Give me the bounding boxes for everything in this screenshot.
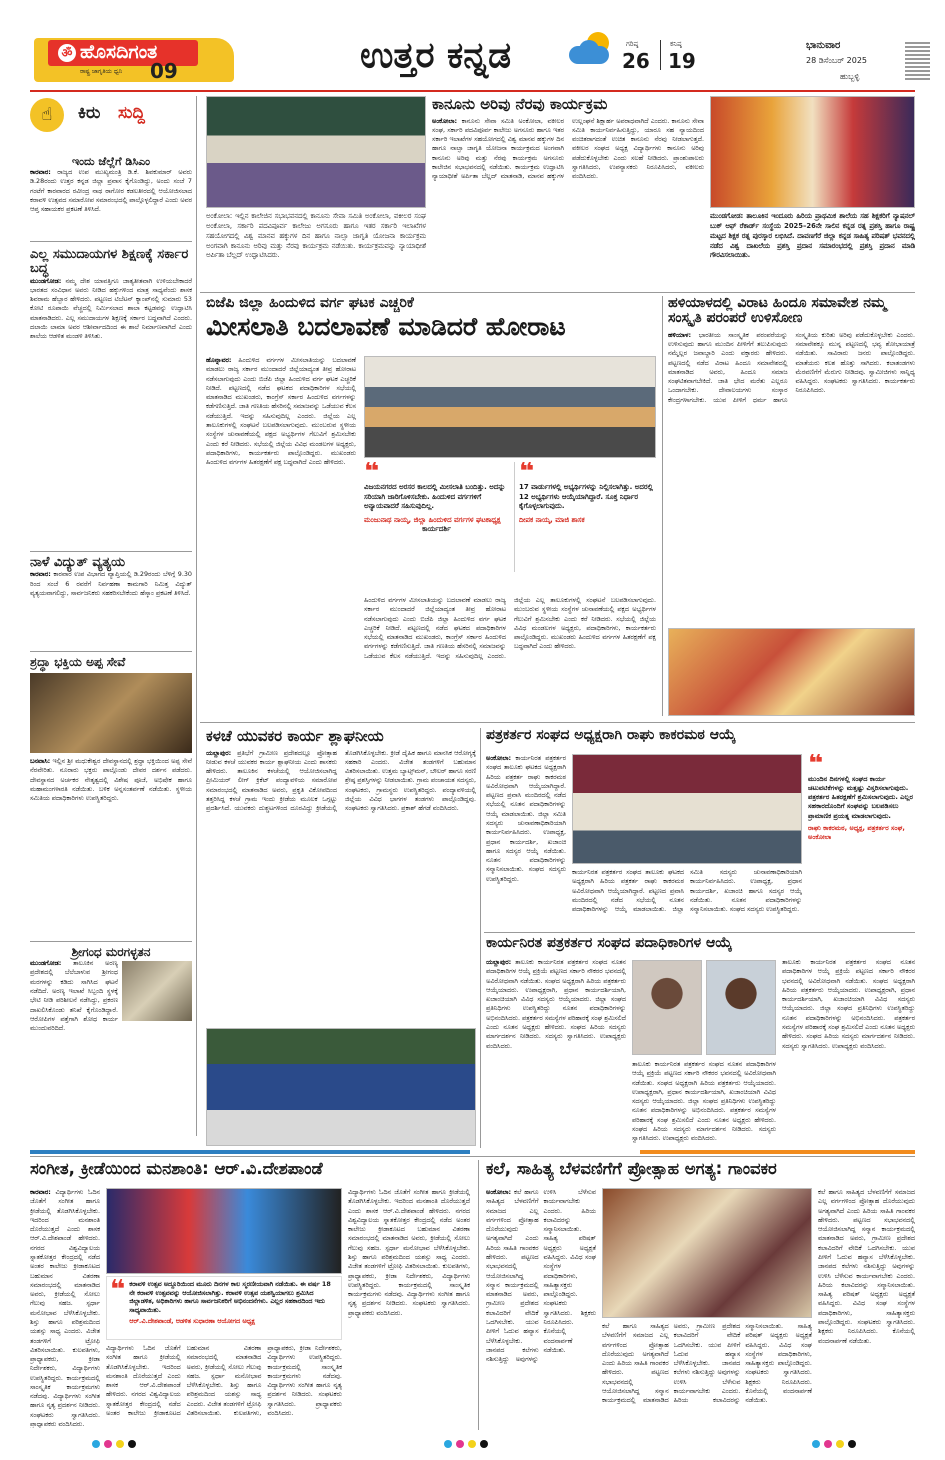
color-stripe [30, 1150, 470, 1154]
kiru-item-4 [30, 651, 192, 941]
logo-text: ಹೊಸದಿಗಂತ [80, 41, 158, 63]
kiru-item-5 [30, 941, 192, 1131]
article-sangeeta [30, 1160, 470, 1430]
kiru-item-title: ಇಂದು ಜೆಲ್ಲೆಗೆ ಡಿಸಿಎಂ [71, 155, 151, 168]
issue-date: 28 ಡಿಸೆಂಬರ್ 2025 [806, 56, 868, 65]
photo-samavesha [668, 628, 915, 716]
photo-award [710, 96, 915, 208]
headline: ಕಳಚೆ ಯುವಕರ ಕಾರ್ಯ ಶ್ಲಾಘನೀಯ [206, 728, 384, 745]
photo-portrait-2 [706, 960, 776, 1055]
masthead-rule [30, 90, 915, 92]
photo-felicitation [602, 1188, 812, 1318]
headline: ಕಲೆ, ಸಾಹಿತ್ಯ ಬೆಳವಣಿಗೆಗೆ ಪ್ರೋತ್ಸಾಹ ಅಗತ್ಯ: ಗಾಂವಕರ [486, 1160, 777, 1178]
article-body-continued: ಹಿಂದುಳಿದ ವರ್ಗಗಳ ಮೀಸಲಾತಿಯನ್ನು ಬದಲಾವಣೆ ಮಾಡಲು ರಾಜ್ಯ ಸರ್ಕಾರ ಮುಂದಾದರೆ ಜಿಲ್ಲೆಯಾದ್ಯಂತ ತೀವ್ರ ಹೋರಾಟ ನಡೆಸಲಾಗುವುದು ಎಂದು ಬಿಜೆಪಿ ಜಿಲ್ಲಾ ಹಿಂದುಳಿದ ವರ್ಗ ಘಟಕ ಎಚ್ಚರಿಕೆ ನೀಡಿದೆ. ಪಟ್ಟಣದಲ್ಲಿ ನಡೆದ ಘಟಕದ ಪದಾಧಿಕಾರಿಗಳ ಸಭೆಯಲ್ಲಿ ಮಾತನಾಡಿದ ಮುಖಂಡರು, ಕಾಂಗ್ರೆಸ್ ಸರ್ಕಾರ ಹಿಂದುಳಿದ ವರ್ಗಗಳನ್ನು ಕಡೆಗಣಿಸುತ್ತಿದೆ. ಜಾತಿ ಗಣತಿಯ ಹೆಸರಿನಲ್ಲಿ ಸಮಾಜವನ್ನು ಒಡೆಯುವ ಕೆಲಸ ನಡೆಯುತ್ತಿದೆ. ಇದನ್ನು ಸಹಿಸುವುದಿಲ್ಲ ಎಂದರು. ಜಿಲ್ಲೆಯ ಎಲ್ಲ ತಾಲೂಕುಗಳಲ್ಲಿ ಸಂಘಟನೆ ಬಲಪಡಿಸಲಾಗುವುದು. ಮುಂಬರುವ ಸ್ಥಳೀಯ ಸಂಸ್ಥೆಗಳ ಚುನಾವಣೆಯಲ್ಲಿ ಪಕ್ಷದ ಅಭ್ಯರ್ಥಿಗಳ ಗೆಲುವಿಗೆ ಶ್ರಮಿಸಬೇಕು ಎಂದು ಕರೆ ನೀಡಿದರು. ಸಭೆಯಲ್ಲಿ ಜಿಲ್ಲೆಯ ವಿವಿಧ ಮಂಡಲಗಳ ಅಧ್ಯಕ್ಷರು, ಪದಾಧಿಕಾರಿಗಳು, ಕಾರ್ಯಕರ್ತರು ಪಾಲ್ಗೊಂಡಿದ್ದರು. ಮುಖಂಡರು ಹಿಂದುಳಿದ ವರ್ಗಗಳ ಹಿತರಕ್ಷಣೆಗೆ ಪಕ್ಷ ಬದ್ಧವಾಗಿದೆ ಎಂದು ಹೇಳಿದರು. [364, 596, 656, 660]
masthead [0, 0, 945, 95]
hand-icon: ☝ [30, 98, 64, 132]
issue-day: ಭಾನುವಾರ [806, 40, 841, 51]
photo-meeting [364, 356, 656, 458]
quote-box [808, 754, 915, 926]
headline: ಸಂಗೀತ, ಕ್ರೀಡೆಯಿಂದ ಮನಶಾಂತಿ: ಆರ್.ವಿ.ದೇಶಪಾಂಡೆ [30, 1160, 323, 1178]
headline: ಹಳಿಯಾಳದಲ್ಲಿ ವಿರಾಟ ಹಿಂದೂ ಸಮಾವೇಶ ನಮ್ಮ ಸಂಸ್ಕೃತಿ ಪರಂಪರೆ ಉಳಿಸೋಣ [668, 296, 887, 327]
article-body: ಯಲ್ಲಾಪುರ: ಪ್ರತಿಭೆಗೆ ಗ್ರಾಮೀಣ ಪ್ರದೇಶದಲ್ಲೂ ಪ್ರೋತ್ಸಾಹ ನೀಡುವ ಕಳಚೆ ಯುವಕರ ಕಾರ್ಯ ಶ್ಲಾಘನೀಯ ಎಂದು ಶಾಸಕರು ಹೇಳಿದರು. ತಾಲೂಕಿನ ಕಳಚೆಯಲ್ಲಿ ಆಯೋಜಿಸಲಾಗಿದ್ದ ಪ್ರೀಮಿಯರ್ ಲೀಗ್ ಕ್ರಿಕೆಟ್ ಪಂದ್ಯಾವಳಿಯ ಸಮಾರೋಪ ಸಮಾರಂಭದಲ್ಲಿ ಮಾತನಾಡಿದ ಅವರು, ಪ್ರಕೃತಿ ವಿಕೋಪದಿಂದ ತತ್ತರಿಸಿದ್ದ ಕಳಚೆ ಗ್ರಾಮ ಇಂದು ಕ್ರೀಡೆಯ ಮೂಲಕ ಒಗ್ಗಟ್ಟು ಪ್ರದರ್ಶಿಸಿದೆ. ಯುವಕರು ದುಶ್ಚಟಗಳಿಂದ ದೂರವಿದ್ದು ಕ್ರೀಡೆಯಲ್ಲಿ ತೊಡಗಿಸಿಕೊಳ್ಳಬೇಕು. ಕ್ರೀಡೆ ದೈಹಿಕ ಹಾಗೂ ಮಾನಸಿಕ ಆರೋಗ್ಯಕ್ಕೆ ಸಹಕಾರಿ ಎಂದರು. ವಿಜೇತ ತಂಡಗಳಿಗೆ ಬಹುಮಾನ ವಿತರಿಸಲಾಯಿತು. ಉತ್ತಮ ಬ್ಯಾಟ್ಸ್‌ಮನ್, ಬೌಲರ್ ಹಾಗೂ ಸರಣಿ ಶ್ರೇಷ್ಠ ಪ್ರಶಸ್ತಿಗಳನ್ನು ನೀಡಲಾಯಿತು. ಗ್ರಾಮ ಪಂಚಾಯತ ಸದಸ್ಯರು, ಸಂಘಟಕರು, ಗ್ರಾಮಸ್ಥರು ಉಪಸ್ಥಿತರಿದ್ದರು. ಪಂದ್ಯಾವಳಿಯಲ್ಲಿ ಜಿಲ್ಲೆಯ ವಿವಿಧ ಭಾಗಗಳ ತಂಡಗಳು ಪಾಲ್ಗೊಂಡಿದ್ದವು. ಸಂಘಟಕರು ಸ್ವಾಗತಿಸಿದರು. ಪ್ರಕಾಶ್ ಹೆಗಡೆ ವಂದಿಸಿದರು. [206, 748, 476, 813]
logo-tagline: ರಾಷ್ಟ್ರ ಜಾಗೃತಿಯ ಧ್ವನಿ [80, 68, 123, 75]
kiru-item-2 [30, 241, 192, 551]
quote-text: ಕರಾವಳಿ ಉತ್ಸವ ಅದ್ದೂರಿಯಿಂದ ಮೂರು ದಿನಗಳ ಕಾಲ ಸ್ಮರಣೀಯವಾಗಿ ನಡೆಯಿತು. ಈ ವರ್ಷ 18 ನೇ ಕರಾವಳಿ ಉತ್ಸವವನ್ನು ಆಯೋಜಿಸಲಾಗಿತ್ತು. ಕರಾವಳಿ ಉತ್ಸವ ಯಶಸ್ವಿಯಾಗಲು ಶ್ರಮಿಸಿದ ಜಿಲ್ಲಾಡಳಿತ, ಅಧಿಕಾರಿಗಳು ಹಾಗೂ ಸಾರ್ವಜನಿಕರಿಗೆ ಅಭಿನಂದನೆಗಳು. ಎಲ್ಲರ ಸಹಕಾರದಿಂದ ಇದು ಸಾಧ್ಯವಾಯಿತು. [129, 1280, 331, 1314]
photo-portrait-1 [632, 960, 702, 1055]
quote-attribution: ದೀಪಕ ನಾಯ್ಕ, ಮಾಜಿ ಶಾಸಕ [519, 516, 585, 525]
quote-text: ವಿಜಯನಗರದ ಅರಸರ ಕಾಲದಲ್ಲಿ ಮೀಸಲಾತಿ ಬಂದಿತ್ತು. ಅದನ್ನು ಸರಿಯಾಗಿ ಜಾರಿಗೊಳಿಸಬೇಕು. ಹಿಂದುಳಿದ ವರ್ಗಗಳಿಗೆ ಅನ್ಯಾಯವಾದರೆ ಸಹಿಸುವುದಿಲ್ಲ. [364, 482, 506, 511]
kiru-item-title: ಎಲ್ಲ ಸಮುದಾಯಗಳ ಶಿಕ್ಷಣಕ್ಕೆ ಸರ್ಕಾರ ಬದ್ಧ [30, 247, 189, 277]
article-body-continued: ಕಾರ್ಯನಿರತ ಪತ್ರಕರ್ತರ ಸಂಘದ ತಾಲೂಕು ಘಟಕದ ಅಧ್ಯಕ್ಷರಾಗಿ ಹಿರಿಯ ಪತ್ರಕರ್ತ ರಾಘು ಕಾಕರಮಠ ಅವಿರೋಧವಾಗಿ ಆಯ್ಕೆಯಾಗಿದ್ದಾರೆ. ಪಟ್ಟಣದ ಪ್ರವಾಸಿ ಮಂದಿರದಲ್ಲಿ ನಡೆದ ಸಭೆಯಲ್ಲಿ ನೂತನ ಪದಾಧಿಕಾರಿಗಳನ್ನು ಆಯ್ಕೆ ಮಾಡಲಾಯಿತು. ಜಿಲ್ಲಾ ಸಮಿತಿ ಸದಸ್ಯರು ಚುನಾವಣಾಧಿಕಾರಿಯಾಗಿ ಕಾರ್ಯನಿರ್ವಹಿಸಿದರು. ಉಪಾಧ್ಯಕ್ಷ, ಪ್ರಧಾನ ಕಾರ್ಯದರ್ಶಿ, ಖಜಾಂಚಿ ಹಾಗೂ ಸದಸ್ಯರ ಆಯ್ಕೆ ನಡೆಯಿತು. ನೂತನ ಪದಾಧಿಕಾರಿಗಳನ್ನು ಸನ್ಮಾನಿಸಲಾಯಿತು. ಸಂಘದ ಸದಸ್ಯರು ಉಪಸ್ಥಿತರಿದ್ದರು. [572, 868, 802, 914]
registration-marks-left [92, 1440, 136, 1448]
headline: ಕಾನೂನು ಅರಿವು ನೆರವು ಕಾರ್ಯಕ್ರಮ [432, 96, 608, 113]
article-bjp [206, 296, 656, 716]
top-left-caption: ಅಂಕೋಲಾ: ಇಲ್ಲಿನ ಕಾಲೇಜಿನ ಸಭಾಭವನದಲ್ಲಿ ಕಾನೂನು ಸೇವಾ ಸಮಿತಿ ಅಂಕೋಲಾ, ವಕೀಲರ ಸಂಘ ಅಂಕೋಲಾ, ಸರ್ಕಾರಿ ಪದವಿಪೂರ್ವ ಕಾಲೇಜು ಅಗಸೂರು ಹಾಗೂ ಇತರ ಸರ್ಕಾರಿ ಇಲಾಖೆಗಳ ಸಹಯೋಗದಲ್ಲಿ ವಿಶ್ವ ಮಾನವ ಹಕ್ಕುಗಳ ದಿನ ಹಾಗೂ ನಾಲ್ಸಾ ಜಾಗೃತಿ ಯೋಜನಾ ಕಾರ್ಯಕ್ರಮ ಅಂಗವಾಗಿ ಕಾನೂನು ಅರಿವು ಮತ್ತು ನೆರವು ಕಾರ್ಯಕ್ರಮ ನಡೆಯಿತು. ಕಾರ್ಯಕ್ರಮವನ್ನು ನ್ಯಾಯಾಧೀಶೆ ಅರ್ಪಿತಾ ಬೆಲ್ಲದ್ ಉದ್ಘಾಟಿಸಿದರು. [206, 212, 426, 260]
weather-max: 26 [622, 49, 650, 73]
corner-stripes [905, 40, 930, 80]
article-kalache [206, 728, 476, 1148]
column-divider [196, 96, 197, 1136]
column-divider [480, 728, 481, 1148]
quote-icon: ❝ [110, 1276, 126, 1305]
headline: ಮೀಸಲಾತಿ ಬದಲಾವಣೆ ಮಾಡಿದರೆ ಹೋರಾಟ [206, 312, 566, 342]
quote-icon: ❝ [808, 754, 824, 779]
quote-icon: ❝ [364, 462, 380, 487]
quote-attribution: ಆರ್.ವಿ.ದೇಶಪಾಂಡೆ, ಆಡಳಿತ ಸುಧಾರಣಾ ಆಯೋಗದ ಅಧ್ಯಕ್ಷ [129, 1316, 256, 1325]
kiru-item-body: ಮುಂಡಗೋಡ: ತಾಲೂಕಿನ ಅರಣ್ಯ ಪ್ರದೇಶದಲ್ಲಿ ಬೆಲೆಬಾಳುವ ಶ್ರೀಗಂಧ ಮರಗಳನ್ನು ಕಡಿದು ಸಾಗಿಸಿದ ಘಟನೆ ನಡೆದಿದೆ. ಅರಣ್ಯ ಇಲಾಖೆ ಸಿಬ್ಬಂದಿ ಸ್ಥಳಕ್ಕೆ ಭೇಟಿ ನೀಡಿ ಪರಿಶೀಲನೆ ನಡೆಸಿದ್ದು, ಪ್ರಕರಣ ದಾಖಲಿಸಿಕೊಂಡು ತನಿಖೆ ಕೈಗೊಂಡಿದ್ದಾರೆ. ಆರೋಪಿಗಳ ಪತ್ತೆಗಾಗಿ ಶೋಧ ಕಾರ್ಯ ಮುಂದುವರಿದಿದೆ. [30, 959, 118, 1033]
article-body: ಹೊನ್ನಾವರ: ಹಿಂದುಳಿದ ವರ್ಗಗಳ ಮೀಸಲಾತಿಯನ್ನು ಬದಲಾವಣೆ ಮಾಡಲು ರಾಜ್ಯ ಸರ್ಕಾರ ಮುಂದಾದರೆ ಜಿಲ್ಲೆಯಾದ್ಯಂತ ತೀವ್ರ ಹೋರಾಟ ನಡೆಸಲಾಗುವುದು ಎಂದು ಬಿಜೆಪಿ ಜಿಲ್ಲಾ ಹಿಂದುಳಿದ ವರ್ಗ ಘಟಕ ಎಚ್ಚರಿಕೆ ನೀಡಿದೆ. ಪಟ್ಟಣದಲ್ಲಿ ನಡೆದ ಘಟಕದ ಪದಾಧಿಕಾರಿಗಳ ಸಭೆಯಲ್ಲಿ ಮಾತನಾಡಿದ ಮುಖಂಡರು, ಕಾಂಗ್ರೆಸ್ ಸರ್ಕಾರ ಹಿಂದುಳಿದ ವರ್ಗಗಳನ್ನು ಕಡೆಗಣಿಸುತ್ತಿದೆ. ಜಾತಿ ಗಣತಿಯ ಹೆಸರಿನಲ್ಲಿ ಸಮಾಜವನ್ನು ಒಡೆಯುವ ಕೆಲಸ ನಡೆಯುತ್ತಿದೆ. ಇದನ್ನು ಸಹಿಸುವುದಿಲ್ಲ ಎಂದರು. ಜಿಲ್ಲೆಯ ಎಲ್ಲ ತಾಲೂಕುಗಳಲ್ಲಿ ಸಂಘಟನೆ ಬಲಪಡಿಸಲಾಗುವುದು. ಮುಂಬರುವ ಸ್ಥಳೀಯ ಸಂಸ್ಥೆಗಳ ಚುನಾವಣೆಯಲ್ಲಿ ಪಕ್ಷದ ಅಭ್ಯರ್ಥಿಗಳ ಗೆಲುವಿಗೆ ಶ್ರಮಿಸಬೇಕು ಎಂದು ಕರೆ ನೀಡಿದರು. ಸಭೆಯಲ್ಲಿ ಜಿಲ್ಲೆಯ ವಿವಿಧ ಮಂಡಲಗಳ ಅಧ್ಯಕ್ಷರು, ಪದಾಧಿಕಾರಿಗಳು, ಕಾರ್ಯಕರ್ತರು ಪಾಲ್ಗೊಂಡಿದ್ದರು. ಮುಖಂಡರು ಹಿಂದುಳಿದ ವರ್ಗಗಳ ಹಿತರಕ್ಷಣೆಗೆ ಪಕ್ಷ ಬದ್ಧವಾಗಿದೆ ಎಂದು ಹೇಳಿದರು. [206, 356, 356, 467]
edition-title: ಉತ್ತರ ಕನ್ನಡ [360, 35, 512, 76]
quote-attribution-sub: ಕಾರ್ಯದರ್ಶಿ [422, 525, 451, 534]
column-divider [478, 1160, 479, 1430]
weather-min-label: ಕನಿಷ್ಠ [670, 40, 682, 48]
photo-journalists [572, 754, 802, 864]
weather-divider [660, 40, 661, 70]
headline: ಕಾರ್ಯನಿರತ ಪತ್ರಕರ್ತರ ಸಂಘದ ಪದಾಧಿಕಾರಿಗಳ ಆಯ್ಕೆ [486, 936, 733, 951]
bottom-section-rule [30, 1156, 915, 1157]
kiru-item-3 [30, 551, 192, 651]
kicker: ಬಿಜೆಪಿ ಜಿಲ್ಲಾ ಹಿಂದುಳಿದ ವರ್ಗ ಘಟಕ ಎಚ್ಚರಿಕೆ [206, 296, 414, 311]
quote-attribution: ರಾಘು ಕಾಕರಮಠ, ಅಧ್ಯಕ್ಷ, ಪತ್ರಕರ್ತರ ಸಂಘ, ಅಂಕೋಲಾ [808, 823, 905, 841]
weather-min: 19 [668, 49, 696, 73]
page-number: 09 [150, 59, 178, 83]
article-body-continued: ತಾಲೂಕು ಕಾರ್ಯನಿರತ ಪತ್ರಕರ್ತರ ಸಂಘದ ನೂತನ ಪದಾಧಿಕಾರಿಗಳ ಆಯ್ಕೆ ಪ್ರಕ್ರಿಯೆ ಪಟ್ಟಣದ ಸರ್ಕಾರಿ ನೌಕರರ ಭವನದಲ್ಲಿ ಅವಿರೋಧವಾಗಿ ನಡೆಯಿತು. ಸಂಘದ ಅಧ್ಯಕ್ಷರಾಗಿ ಹಿರಿಯ ಪತ್ರಕರ್ತರು ಆಯ್ಕೆಯಾದರು. ಉಪಾಧ್ಯಕ್ಷರಾಗಿ, ಪ್ರಧಾನ ಕಾರ್ಯದರ್ಶಿಯಾಗಿ, ಖಜಾಂಚಿಯಾಗಿ ವಿವಿಧ ಸದಸ್ಯರು ಆಯ್ಕೆಯಾದರು. ಜಿಲ್ಲಾ ಸಂಘದ ಪ್ರತಿನಿಧಿಗಳು ಉಪಸ್ಥಿತರಿದ್ದು ನೂತನ ಪದಾಧಿಕಾರಿಗಳನ್ನು ಅಭಿನಂದಿಸಿದರು. ಪತ್ರಕರ್ತರ ಸಮಸ್ಯೆಗಳ ಪರಿಹಾರಕ್ಕೆ ಸಂಘ ಶ್ರಮಿಸಲಿದೆ ಎಂದು ನೂತನ ಅಧ್ಯಕ್ಷರು ಹೇಳಿದರು. ಸಂಘದ ಹಿರಿಯ ಸದಸ್ಯರು ಮಾರ್ಗದರ್ಶನ ನೀಡಿದರು. ಸದಸ್ಯರು ಸ್ವಾಗತಿಸಿದರು. ಉಪಾಧ್ಯಕ್ಷರು ವಂದಿಸಿದರು. [632, 1060, 776, 1143]
article-body-continued: ಕಲೆ ಹಾಗೂ ಸಾಹಿತ್ಯದ ಬೆಳವಣಿಗೆಗೆ ಸಮಾಜದ ಎಲ್ಲ ವರ್ಗಗಳಿಂದ ಪ್ರೋತ್ಸಾಹ ದೊರೆಯುವುದು ಅಗತ್ಯವಾಗಿದೆ ಎಂದು ಹಿರಿಯ ಸಾಹಿತಿ ಗಾಂವಕರ ಹೇಳಿದರು. ಪಟ್ಟಣದ ಸಭಾಭವನದಲ್ಲಿ ಆಯೋಜಿಸಲಾಗಿದ್ದ ಸನ್ಮಾನ ಕಾರ್ಯಕ್ರಮದಲ್ಲಿ ಮಾತನಾಡಿದ ಅವರು, ಗ್ರಾಮೀಣ ಪ್ರದೇಶದ ಕಲಾವಿದರಿಗೆ ವೇದಿಕೆ ಒದಗಿಸಬೇಕು. ಯುವ ಪೀಳಿಗೆ ಓದುವ ಹವ್ಯಾಸ ಬೆಳೆಸಿಕೊಳ್ಳಬೇಕು. ಜಾನಪದ ಕಲೆಗಳು ನಶಿಸುತ್ತಿದ್ದು ಅವುಗಳನ್ನು ಉಳಿಸಿ ಬೆಳೆಸುವ ಕಾರ್ಯವಾಗಬೇಕು ಎಂದರು. ಹಿರಿಯ ಕಲಾವಿದರನ್ನು ಸನ್ಮಾನಿಸಲಾಯಿತು. ಸಾಹಿತ್ಯ ಪರಿಷತ್ ಅಧ್ಯಕ್ಷರು ಅಧ್ಯಕ್ಷತೆ ವಹಿಸಿದ್ದರು. ವಿವಿಧ ಸಂಘ ಸಂಸ್ಥೆಗಳ ಪದಾಧಿಕಾರಿಗಳು, ಸಾಹಿತ್ಯಾಸಕ್ತರು ಪಾಲ್ಗೊಂಡಿದ್ದರು. ಸಂಘಟಕರು ಸ್ವಾಗತಿಸಿದರು. ಶಿಕ್ಷಕರು ನಿರೂಪಿಸಿದರು. ಕೊನೆಯಲ್ಲಿ ವಂದನಾರ್ಪಣೆ ನಡೆಯಿತು. [602, 1322, 812, 1405]
article-body-col3: ತಾಲೂಕು ಕಾರ್ಯನಿರತ ಪತ್ರಕರ್ತರ ಸಂಘದ ನೂತನ ಪದಾಧಿಕಾರಿಗಳ ಆಯ್ಕೆ ಪ್ರಕ್ರಿಯೆ ಪಟ್ಟಣದ ಸರ್ಕಾರಿ ನೌಕರರ ಭವನದಲ್ಲಿ ಅವಿರೋಧವಾಗಿ ನಡೆಯಿತು. ಸಂಘದ ಅಧ್ಯಕ್ಷರಾಗಿ ಹಿರಿಯ ಪತ್ರಕರ್ತರು ಆಯ್ಕೆಯಾದರು. ಉಪಾಧ್ಯಕ್ಷರಾಗಿ, ಪ್ರಧಾನ ಕಾರ್ಯದರ್ಶಿಯಾಗಿ, ಖಜಾಂಚಿಯಾಗಿ ವಿವಿಧ ಸದಸ್ಯರು ಆಯ್ಕೆಯಾದರು. ಜಿಲ್ಲಾ ಸಂಘದ ಪ್ರತಿನಿಧಿಗಳು ಉಪಸ್ಥಿತರಿದ್ದು ನೂತನ ಪದಾಧಿಕಾರಿಗಳನ್ನು ಅಭಿನಂದಿಸಿದರು. ಪತ್ರಕರ್ತರ ಸಮಸ್ಯೆಗಳ ಪರಿಹಾರಕ್ಕೆ ಸಂಘ ಶ್ರಮಿಸಲಿದೆ ಎಂದು ನೂತನ ಅಧ್ಯಕ್ಷರು ಹೇಳಿದರು. ಸಂಘದ ಹಿರಿಯ ಸದಸ್ಯರು ಮಾರ್ಗದರ್ಶನ ನೀಡಿದರು. ಸದಸ್ಯರು ಸ್ವಾಗತಿಸಿದರು. ಉಪಾಧ್ಯಕ್ಷರು ವಂದಿಸಿದರು. [782, 958, 915, 1050]
section-rule [200, 722, 915, 723]
kirusuddi-header [30, 96, 192, 136]
kirusuddi-column [30, 96, 192, 1146]
quote-icon: ❝ [519, 462, 535, 487]
logo-icon: ॐ [58, 44, 76, 62]
registration-marks-right [812, 1440, 856, 1448]
article-body: ಹಳಿಯಾಳ: ಭಾರತೀಯ ಸಾಂಸ್ಕೃತಿಕ ಪರಂಪರೆಯನ್ನು ಉಳಿಸುವುದು ಹಾಗೂ ಮುಂದಿನ ಪೀಳಿಗೆಗೆ ತಲುಪಿಸುವುದು ನಮ್ಮೆಲ್ಲರ ಜವಾಬ್ದಾರಿ ಎಂದು ವಕ್ತಾರರು ಹೇಳಿದರು. ಪಟ್ಟಣದಲ್ಲಿ ನಡೆದ ವಿರಾಟ ಹಿಂದೂ ಸಮಾವೇಶದಲ್ಲಿ ಮಾತನಾಡಿದ ಅವರು, ಹಿಂದೂ ಸಮಾಜ ಸಂಘಟಿತವಾಗಬೇಕಿದೆ. ಜಾತಿ ಭೇದ ಮರೆತು ಎಲ್ಲರೂ ಒಂದಾಗಬೇಕು. ದೇವಾಲಯಗಳು ಸಂಸ್ಕಾರ ಕೇಂದ್ರಗಳಾಗಬೇಕು. ಯುವ ಪೀಳಿಗೆ ಧರ್ಮ ಹಾಗೂ ಸಂಸ್ಕೃತಿಯ ಕುರಿತು ಅರಿವು ಪಡೆದುಕೊಳ್ಳಬೇಕು ಎಂದರು. ಸಮಾವೇಶಕ್ಕೂ ಮುನ್ನ ಪಟ್ಟಣದಲ್ಲಿ ಭವ್ಯ ಶೋಭಾಯಾತ್ರೆ ನಡೆಯಿತು. ಸಾವಿರಾರು ಜನರು ಪಾಲ್ಗೊಂಡಿದ್ದರು. ಮಾತೆಯರು ಕಲಶ ಹೊತ್ತು ಸಾಗಿದರು. ಕಲಾತಂಡಗಳು ಮೆರವಣಿಗೆಗೆ ಮೆರುಗು ನೀಡಿದವು. ಸ್ವಾಮೀಜಿಗಳು ಸಾನ್ನಿಧ್ಯ ವಹಿಸಿದ್ದರು. ಸಂಘಟಕರು ಸ್ವಾಗತಿಸಿದರು. ಕಾರ್ಯಕರ್ತರು ನಿರೂಪಿಸಿದರು. [668, 330, 915, 404]
article-body: ಅಂಕೋಲಾ: ಕಾರ್ಯನಿರತ ಪತ್ರಕರ್ತರ ಸಂಘದ ತಾಲೂಕು ಘಟಕದ ಅಧ್ಯಕ್ಷರಾಗಿ ಹಿರಿಯ ಪತ್ರಕರ್ತ ರಾಘು ಕಾಕರಮಠ ಅವಿರೋಧವಾಗಿ ಆಯ್ಕೆಯಾಗಿದ್ದಾರೆ. ಪಟ್ಟಣದ ಪ್ರವಾಸಿ ಮಂದಿರದಲ್ಲಿ ನಡೆದ ಸಭೆಯಲ್ಲಿ ನೂತನ ಪದಾಧಿಕಾರಿಗಳನ್ನು ಆಯ್ಕೆ ಮಾಡಲಾಯಿತು. ಜಿಲ್ಲಾ ಸಮಿತಿ ಸದಸ್ಯರು ಚುನಾವಣಾಧಿಕಾರಿಯಾಗಿ ಕಾರ್ಯನಿರ್ವಹಿಸಿದರು. ಉಪಾಧ್ಯಕ್ಷ, ಪ್ರಧಾನ ಕಾರ್ಯದರ್ಶಿ, ಖಜಾಂಚಿ ಹಾಗೂ ಸದಸ್ಯರ ಆಯ್ಕೆ ನಡೆಯಿತು. ನೂತನ ಪದಾಧಿಕಾರಿಗಳನ್ನು ಸನ್ಮಾನಿಸಲಾಯಿತು. ಸಂಘದ ಸದಸ್ಯರು ಉಪಸ್ಥಿತರಿದ್ದರು. [486, 754, 566, 883]
article-body-col-right: ಕಲೆ ಹಾಗೂ ಸಾಹಿತ್ಯದ ಬೆಳವಣಿಗೆಗೆ ಸಮಾಜದ ಎಲ್ಲ ವರ್ಗಗಳಿಂದ ಪ್ರೋತ್ಸಾಹ ದೊರೆಯುವುದು ಅಗತ್ಯವಾಗಿದೆ ಎಂದು ಹಿರಿಯ ಸಾಹಿತಿ ಗಾಂವಕರ ಹೇಳಿದರು. ಪಟ್ಟಣದ ಸಭಾಭವನದಲ್ಲಿ ಆಯೋಜಿಸಲಾಗಿದ್ದ ಸನ್ಮಾನ ಕಾರ್ಯಕ್ರಮದಲ್ಲಿ ಮಾತನಾಡಿದ ಅವರು, ಗ್ರಾಮೀಣ ಪ್ರದೇಶದ ಕಲಾವಿದರಿಗೆ ವೇದಿಕೆ ಒದಗಿಸಬೇಕು. ಯುವ ಪೀಳಿಗೆ ಓದುವ ಹವ್ಯಾಸ ಬೆಳೆಸಿಕೊಳ್ಳಬೇಕು. ಜಾನಪದ ಕಲೆಗಳು ನಶಿಸುತ್ತಿದ್ದು ಅವುಗಳನ್ನು ಉಳಿಸಿ ಬೆಳೆಸುವ ಕಾರ್ಯವಾಗಬೇಕು ಎಂದರು. ಹಿರಿಯ ಕಲಾವಿದರನ್ನು ಸನ್ಮಾನಿಸಲಾಯಿತು. ಸಾಹಿತ್ಯ ಪರಿಷತ್ ಅಧ್ಯಕ್ಷರು ಅಧ್ಯಕ್ಷತೆ ವಹಿಸಿದ್ದರು. ವಿವಿಧ ಸಂಘ ಸಂಸ್ಥೆಗಳ ಪದಾಧಿಕಾರಿಗಳು, ಸಾಹಿತ್ಯಾಸಕ್ತರು ಪಾಲ್ಗೊಂಡಿದ್ದರು. ಸಂಘಟಕರು ಸ್ವಾಗತಿಸಿದರು. ಶಿಕ್ಷಕರು ನಿರೂಪಿಸಿದರು. ಕೊನೆಯಲ್ಲಿ ವಂದನಾರ್ಪಣೆ ನಡೆಯಿತು. [818, 1188, 915, 1345]
registration-marks-center [444, 1440, 488, 1448]
photo-cricket-team [206, 1028, 476, 1146]
kiru-item-title: ಶ್ರೀಗಂಧ ಮರಗಳ್ಳತನ [71, 945, 151, 959]
section-rule [200, 292, 915, 293]
color-stripe [640, 1150, 915, 1154]
article-kanoonu [432, 96, 704, 286]
quote-box [106, 1276, 342, 1340]
article-body-col-right: ವಿದ್ಯಾರ್ಥಿಗಳು ಓದಿನ ಜೊತೆಗೆ ಸಂಗೀತ ಹಾಗೂ ಕ್ರೀಡೆಯಲ್ಲಿ ತೊಡಗಿಸಿಕೊಳ್ಳಬೇಕು. ಇದರಿಂದ ಮನಶಾಂತಿ ದೊರೆಯುತ್ತದೆ ಎಂದು ಶಾಸಕ ಆರ್.ವಿ.ದೇಶಪಾಂಡೆ ಹೇಳಿದರು. ನಗರದ ವಿಶ್ವವಿದ್ಯಾಲಯ ಸ್ನಾತಕೋತ್ತರ ಕೇಂದ್ರದಲ್ಲಿ ನಡೆದ ಅಂತರ ಕಾಲೇಜು ಕ್ರೀಡಾಕೂಟದ ಬಹುಮಾನ ವಿತರಣಾ ಸಮಾರಂಭದಲ್ಲಿ ಮಾತನಾಡಿದ ಅವರು, ಕ್ರೀಡೆಯಲ್ಲಿ ಸೋಲು ಗೆಲುವು ಸಹಜ. ಸ್ಪರ್ಧಾ ಮನೋಭಾವ ಬೆಳೆಸಿಕೊಳ್ಳಬೇಕು. ಶಿಸ್ತು ಹಾಗೂ ಪರಿಶ್ರಮದಿಂದ ಯಶಸ್ಸು ಸಾಧ್ಯ ಎಂದರು. ವಿಜೇತ ತಂಡಗಳಿಗೆ ಟ್ರೋಫಿ ವಿತರಿಸಲಾಯಿತು. ಕುಲಪತಿಗಳು, ಪ್ರಾಧ್ಯಾಪಕರು, ಕ್ರೀಡಾ ನಿರ್ದೇಶಕರು, ವಿದ್ಯಾರ್ಥಿಗಳು ಉಪಸ್ಥಿತರಿದ್ದರು. ಕಾರ್ಯಕ್ರಮದಲ್ಲಿ ಸಾಂಸ್ಕೃತಿಕ ಕಾರ್ಯಕ್ರಮಗಳು ನಡೆದವು. ವಿದ್ಯಾರ್ಥಿಗಳು ಸಂಗೀತ ಹಾಗೂ ನೃತ್ಯ ಪ್ರದರ್ಶನ ನೀಡಿದರು. ಸಂಘಟಕರು ಸ್ವಾಗತಿಸಿದರು. ಪ್ರಾಧ್ಯಾಪಕರು ವಂದಿಸಿದರು. [348, 1188, 470, 1317]
headline: ಪತ್ರಕರ್ತರ ಸಂಘದ ಅಧ್ಯಕ್ಷರಾಗಿ ರಾಘು ಕಾಕರಮಠ ಆಯ್ಕೆ [486, 728, 736, 743]
photo-law-event [206, 96, 426, 208]
quote-text: 17 ವಾರ್ಡುಗಳಲ್ಲಿ ಅಭ್ಯರ್ಥಿಗಳನ್ನು ನಿಲ್ಲಿಸಲಾಗಿತ್ತು. ಅದರಲ್ಲಿ 12 ಅಭ್ಯರ್ಥಿಗಳು ಆಯ್ಕೆಯಾಗಿದ್ದಾರೆ. ಸೂಕ್ತ ನಿರ್ಧಾರ ಕೈಗೊಳ್ಳಲಾಗುವುದು. [519, 482, 653, 511]
kirusuddi-title-a: ಕಿರು [78, 103, 101, 123]
top-right-caption: ಮುಂಡಗೋಡ: ತಾಲೂಕಿನ ಇಂದೂರು ಹಿರಿಯ ಪ್ರಾಥಮಿಕ ಶಾಲೆಯ ಸಹ ಶಿಕ್ಷಕರಿಗೆ ನ್ಯಾಷನಲ್ ಬುಕ್ ಆಫ್ ರೆಕಾರ್ಡ್ ಸಂಸ್ಥೆಯ 2025–26ನೇ ಸಾಲಿನ ಕನ್ನಡ ರತ್ನ ಪ್ರಶಸ್ತಿ ಹಾಗೂ ರಾಷ್ಟ್ರ ಮಟ್ಟದ ಶಿಕ್ಷಕ ರತ್ನ ಪುರಸ್ಕಾರ ಲಭಿಸಿದೆ. ದಾವಣಗೆರೆ ಜಿಲ್ಲಾ ಕನ್ನಡ ಸಾಹಿತ್ಯ ಪರಿಷತ್ ಭವನದಲ್ಲಿ ನಡೆದ ವಿಶ್ವ ದಾಖಲೆಯ ಪ್ರಶಸ್ತಿ ಪ್ರದಾನ ಸಮಾರಂಭದಲ್ಲಿ ಪ್ರಶಸ್ತಿ ಪ್ರದಾನ ಮಾಡಿ ಗೌರವಿಸಲಾಯಿತು. [710, 212, 915, 260]
article-body: ಯಲ್ಲಾಪುರ: ತಾಲೂಕು ಕಾರ್ಯನಿರತ ಪತ್ರಕರ್ತರ ಸಂಘದ ನೂತನ ಪದಾಧಿಕಾರಿಗಳ ಆಯ್ಕೆ ಪ್ರಕ್ರಿಯೆ ಪಟ್ಟಣದ ಸರ್ಕಾರಿ ನೌಕರರ ಭವನದಲ್ಲಿ ಅವಿರೋಧವಾಗಿ ನಡೆಯಿತು. ಸಂಘದ ಅಧ್ಯಕ್ಷರಾಗಿ ಹಿರಿಯ ಪತ್ರಕರ್ತರು ಆಯ್ಕೆಯಾದರು. ಉಪಾಧ್ಯಕ್ಷರಾಗಿ, ಪ್ರಧಾನ ಕಾರ್ಯದರ್ಶಿಯಾಗಿ, ಖಜಾಂಚಿಯಾಗಿ ವಿವಿಧ ಸದಸ್ಯರು ಆಯ್ಕೆಯಾದರು. ಜಿಲ್ಲಾ ಸಂಘದ ಪ್ರತಿನಿಧಿಗಳು ಉಪಸ್ಥಿತರಿದ್ದು ನೂತನ ಪದಾಧಿಕಾರಿಗಳನ್ನು ಅಭಿನಂದಿಸಿದರು. ಪತ್ರಕರ್ತರ ಸಮಸ್ಯೆಗಳ ಪರಿಹಾರಕ್ಕೆ ಸಂಘ ಶ್ರಮಿಸಲಿದೆ ಎಂದು ನೂತನ ಅಧ್ಯಕ್ಷರು ಹೇಳಿದರು. ಸಂಘದ ಹಿರಿಯ ಸದಸ್ಯರು ಮಾರ್ಗದರ್ಶನ ನೀಡಿದರು. ಸದಸ್ಯರು ಸ್ವಾಗತಿಸಿದರು. ಉಪಾಧ್ಯಕ್ಷರು ವಂದಿಸಿದರು. [486, 958, 626, 1050]
kiru-item-title: ಶ್ರದ್ಧಾ ಭಕ್ತಿಯ ಅಪ್ಪ ಸೇವೆ [30, 655, 126, 669]
article-body: ಅಂಕೋಲಾ: ಕಲೆ ಹಾಗೂ ಸಾಹಿತ್ಯದ ಬೆಳವಣಿಗೆಗೆ ಸಮಾಜದ ಎಲ್ಲ ವರ್ಗಗಳಿಂದ ಪ್ರೋತ್ಸಾಹ ದೊರೆಯುವುದು ಅಗತ್ಯವಾಗಿದೆ ಎಂದು ಹಿರಿಯ ಸಾಹಿತಿ ಗಾಂವಕರ ಹೇಳಿದರು. ಪಟ್ಟಣದ ಸಭಾಭವನದಲ್ಲಿ ಆಯೋಜಿಸಲಾಗಿದ್ದ ಸನ್ಮಾನ ಕಾರ್ಯಕ್ರಮದಲ್ಲಿ ಮಾತನಾಡಿದ ಅವರು, ಗ್ರಾಮೀಣ ಪ್ರದೇಶದ ಕಲಾವಿದರಿಗೆ ವೇದಿಕೆ ಒದಗಿಸಬೇಕು. ಯುವ ಪೀಳಿಗೆ ಓದುವ ಹವ್ಯಾಸ ಬೆಳೆಸಿಕೊಳ್ಳಬೇಕು. ಜಾನಪದ ಕಲೆಗಳು ನಶಿಸುತ್ತಿದ್ದು ಅವುಗಳನ್ನು ಉಳಿಸಿ ಬೆಳೆಸುವ ಕಾರ್ಯವಾಗಬೇಕು ಎಂದರು. ಹಿರಿಯ ಕಲಾವಿದರನ್ನು ಸನ್ಮಾನಿಸಲಾಯಿತು. ಸಾಹಿತ್ಯ ಪರಿಷತ್ ಅಧ್ಯಕ್ಷರು ಅಧ್ಯಕ್ಷತೆ ವಹಿಸಿದ್ದರು. ವಿವಿಧ ಸಂಘ ಸಂಸ್ಥೆಗಳ ಪದಾಧಿಕಾರಿಗಳು, ಸಾಹಿತ್ಯಾಸಕ್ತರು ಪಾಲ್ಗೊಂಡಿದ್ದರು. ಸಂಘಟಕರು ಸ್ವಾಗತಿಸಿದರು. ಶಿಕ್ಷಕರು ನಿರೂಪಿಸಿದರು. ಕೊನೆಯಲ್ಲಿ ವಂದನಾರ್ಪಣೆ ನಡೆಯಿತು. [486, 1188, 596, 1364]
kiru-item-body: ಕಾರವಾರ: ಕಾರವಾರ ಉಪ ವಿಭಾಗದ ವ್ಯಾಪ್ತಿಯಲ್ಲಿ ಡಿ.29ರಂದು ಬೆಳಿಗ್ಗೆ 9.30 ರಿಂದ ಸಂಜೆ 6 ರವರೆಗೆ ನಿರ್ವಹಣಾ ಕಾಮಗಾರಿ ನಿಮಿತ್ತ ವಿದ್ಯುತ್ ವ್ಯತ್ಯಯವಾಗಲಿದ್ದು, ಸಾರ್ವಜನಿಕರು ಸಹಕರಿಸಬೇಕೆಂದು ಹೆಸ್ಕಾಂ ಪ್ರಕಟಣೆ ತಿಳಿಸಿದೆ. [30, 570, 192, 597]
photo-sports-award [106, 1188, 342, 1274]
kiru-item-1 [30, 136, 192, 241]
section-rule [484, 932, 915, 933]
article-patrakarta [486, 728, 915, 928]
kiru-photo [30, 673, 192, 753]
quote-attribution: ಮಂಜುನಾಥ ನಾಯ್ಕ, ಜಿಲ್ಲಾ ಹಿಂದುಳಿದ ವರ್ಗಗಳ ಘಟಕಾಧ್ಯಕ್ಷ [364, 516, 501, 525]
article-body-continued: ವಿದ್ಯಾರ್ಥಿಗಳು ಓದಿನ ಜೊತೆಗೆ ಸಂಗೀತ ಹಾಗೂ ಕ್ರೀಡೆಯಲ್ಲಿ ತೊಡಗಿಸಿಕೊಳ್ಳಬೇಕು. ಇದರಿಂದ ಮನಶಾಂತಿ ದೊರೆಯುತ್ತದೆ ಎಂದು ಶಾಸಕ ಆರ್.ವಿ.ದೇಶಪಾಂಡೆ ಹೇಳಿದರು. ನಗರದ ವಿಶ್ವವಿದ್ಯಾಲಯ ಸ್ನಾತಕೋತ್ತರ ಕೇಂದ್ರದಲ್ಲಿ ನಡೆದ ಅಂತರ ಕಾಲೇಜು ಕ್ರೀಡಾಕೂಟದ ಬಹುಮಾನ ವಿತರಣಾ ಸಮಾರಂಭದಲ್ಲಿ ಮಾತನಾಡಿದ ಅವರು, ಕ್ರೀಡೆಯಲ್ಲಿ ಸೋಲು ಗೆಲುವು ಸಹಜ. ಸ್ಪರ್ಧಾ ಮನೋಭಾವ ಬೆಳೆಸಿಕೊಳ್ಳಬೇಕು. ಶಿಸ್ತು ಹಾಗೂ ಪರಿಶ್ರಮದಿಂದ ಯಶಸ್ಸು ಸಾಧ್ಯ ಎಂದರು. ವಿಜೇತ ತಂಡಗಳಿಗೆ ಟ್ರೋಫಿ ವಿತರಿಸಲಾಯಿತು. ಕುಲಪತಿಗಳು, ಪ್ರಾಧ್ಯಾಪಕರು, ಕ್ರೀಡಾ ನಿರ್ದೇಶಕರು, ವಿದ್ಯಾರ್ಥಿಗಳು ಉಪಸ್ಥಿತರಿದ್ದರು. ಕಾರ್ಯಕ್ರಮದಲ್ಲಿ ಸಾಂಸ್ಕೃತಿಕ ಕಾರ್ಯಕ್ರಮಗಳು ನಡೆದವು. ವಿದ್ಯಾರ್ಥಿಗಳು ಸಂಗೀತ ಹಾಗೂ ನೃತ್ಯ ಪ್ರದರ್ಶನ ನೀಡಿದರು. ಸಂಘಟಕರು ಸ್ವಾಗತಿಸಿದರು. ಪ್ರಾಧ್ಯಾಪಕರು ವಂದಿಸಿದರು. [106, 1344, 342, 1417]
kiru-item-body: ಕಾರವಾರ: ರಾಜ್ಯದ ಉಪ ಮುಖ್ಯಮಂತ್ರಿ ಡಿ.ಕೆ. ಶಿವಕುಮಾರ್ ಅವರು ಡಿ.28ರಂದು ಉತ್ತರ ಕನ್ನಡ ಜಿಲ್ಲಾ ಪ್ರವಾಸ ಕೈಗೊಂಡಿದ್ದು, ಅಂದು ಸಂಜೆ 7 ಗಂಟೆಗೆ ಕಾರವಾರದ ರವೀಂದ್ರ ನಾಥ ಠಾಗೋರ ಕಡಲತೀರದಲ್ಲಿ ಆಯೋಜಿಸಲಾದ ಕರಾವಳಿ ಉತ್ಸವದ ಸಮಾರೋಪ ಸಮಾರಂಭದಲ್ಲಿ ಪಾಲ್ಗೊಳ್ಳಲಿದ್ದಾರೆ ಎಂದು ಅವರ ಆಪ್ತ ಸಹಾಯಕರ ಪ್ರಕಟಣೆ ತಿಳಿಸಿದೆ. [30, 168, 192, 214]
kiru-photo [122, 961, 192, 1021]
kiru-item-body: ಮುಂಡಗೋಡ: ನಮ್ಮ ದೇಶ ಯಾವತ್ತಿಗೂ ಜಾತ್ಯತೀತವಾಗಿ ಉಳಿಯಬೇಕಾದರೆ ಭಾರತದ ಸಂವಿಧಾನ ಅವರು ನೀಡಿದ ಹಕ್ಕುಗಳಿಂದ ಮಾತ್ರ ಸಾಧ್ಯವೆಂದು ಶಾಸಕ ಶಿವರಾಮ ಹೆಬ್ಬಾರ ಹೇಳಿದರು. ಪಟ್ಟಣದ ಟಿಬೆಟನ್ ಕ್ಯಾಂಪ್‌ನಲ್ಲಿ ಸುಮಾರು 53 ಕೋಟಿ ರೂಪಾಯಿ ವೆಚ್ಚದಲ್ಲಿ ನಿರ್ಮಿಸಲಾದ ಶಾಲಾ ಕಟ್ಟಡವನ್ನು ಉದ್ಘಾಟಿಸಿ ಮಾತನಾಡಿದರು. ಎಲ್ಲ ಸಮುದಾಯಗಳ ಶಿಕ್ಷಣಕ್ಕೆ ಸರ್ಕಾರ ಬದ್ಧವಾಗಿದೆ ಎಂದರು. ದಲಾಯಿ ಲಾಮಾ ಅವರ ಆಶೀರ್ವಾದದಿಂದ ಈ ಶಾಲೆ ನಿರ್ಮಾಣವಾಗಿದೆ ಎಂದು ಶಾಲೆಯ ಆಡಳಿತ ಮಂಡಳಿ ತಿಳಿಸಿತು. [30, 276, 192, 341]
article-body: ಅಂಕೋಲಾ: ಕಾನೂನು ಸೇವಾ ಸಮಿತಿ ಅಂಕೋಲಾ, ವಕೀಲರ ಸಂಘ, ಸರ್ಕಾರಿ ಪದವಿಪೂರ್ವ ಕಾಲೇಜು ಅಗಸೂರು ಹಾಗೂ ಇತರ ಸರ್ಕಾರಿ ಇಲಾಖೆಗಳ ಸಹಯೋಗದಲ್ಲಿ ವಿಶ್ವ ಮಾನವ ಹಕ್ಕುಗಳ ದಿನ ಹಾಗೂ ನಾಲ್ಸಾ ಜಾಗೃತಿ ಯೋಜನಾ ಕಾರ್ಯಕ್ರಮದ ಅಂಗವಾಗಿ ಕಾನೂನು ಅರಿವು ಮತ್ತು ನೆರವು ಕಾರ್ಯಕ್ರಮ ಅಗಸೂರು ಕಾಲೇಜಿನ ಸಭಾಭವನದಲ್ಲಿ ನಡೆಯಿತು. ಕಾರ್ಯಕ್ರಮ ಉದ್ಘಾಟಿಸಿ ನ್ಯಾಯಾಧೀಶೆ ಅರ್ಪಿತಾ ಬೆಲ್ಲದ್ ಮಾತನಾಡಿ, ಮಾನವ ಹಕ್ಕುಗಳ ಉಲ್ಲಂಘನೆ ಶಿಕ್ಷಾರ್ಹ ಅಪರಾಧವಾಗಿದೆ ಎಂದರು. ಕಾನೂನು ಸೇವಾ ಸಮಿತಿ ಕಾರ್ಯನಿರ್ವಹಿಸುತ್ತಿದ್ದು, ಯಾರೂ ಸಹ ನ್ಯಾಯದಿಂದ ವಂಚಿತರಾಗದಂತೆ ಉಚಿತ ಕಾನೂನು ನೆರವು ನೀಡಲಾಗುತ್ತದೆ. ವಕೀಲರ ಸಂಘದ ಅಧ್ಯಕ್ಷ ವಿದ್ಯಾರ್ಥಿಗಳು ಕಾನೂನು ಅರಿವು ಪಡೆದುಕೊಳ್ಳಬೇಕು ಎಂದು ಸಲಹೆ ನೀಡಿದರು. ಪ್ರಾಂಶುಪಾಲರು ಸ್ವಾಗತಿಸಿದರು, ಉಪನ್ಯಾಸಕರು ನಿರೂಪಿಸಿದರು, ವಕೀಲರು ವಂದಿಸಿದರು. [432, 116, 704, 181]
weather-icon [565, 30, 617, 72]
column-divider [662, 296, 663, 716]
article-karyanirata [486, 936, 915, 1146]
quote-text: ಮುಂದಿನ ದಿನಗಳಲ್ಲಿ ಸಂಘದ ಕಾರ್ಯ ಚಟುವಟಿಕೆಗಳನ್ನು ಮತ್ತಷ್ಟು ವಿಸ್ತರಿಸಲಾಗುವುದು. ಪತ್ರಕರ್ತರ ಹಿತರಕ್ಷಣೆಗೆ ಶ್ರಮಿಸಲಾಗುವುದು. ಎಲ್ಲರ ಸಹಕಾರದೊಂದಿಗೆ ಸಂಘವನ್ನು ಬಲಪಡಿಸಲು ಪ್ರಾಮಾಣಿಕ ಪ್ರಯತ್ನ ಮಾಡಲಾಗುವುದು. [808, 774, 913, 820]
article-haliyal [668, 296, 915, 716]
weather-max-label: ಗರಿಷ್ಠ [626, 40, 639, 48]
kiru-item-title: ನಾಳೆ ವಿದ್ಯುತ್ ವ್ಯತ್ಯಯ [30, 555, 126, 570]
article-kale [486, 1160, 915, 1430]
article-body: ಕಾರವಾರ: ವಿದ್ಯಾರ್ಥಿಗಳು ಓದಿನ ಜೊತೆಗೆ ಸಂಗೀತ ಹಾಗೂ ಕ್ರೀಡೆಯಲ್ಲಿ ತೊಡಗಿಸಿಕೊಳ್ಳಬೇಕು. ಇದರಿಂದ ಮನಶಾಂತಿ ದೊರೆಯುತ್ತದೆ ಎಂದು ಶಾಸಕ ಆರ್.ವಿ.ದೇಶಪಾಂಡೆ ಹೇಳಿದರು. ನಗರದ ವಿಶ್ವವಿದ್ಯಾಲಯ ಸ್ನಾತಕೋತ್ತರ ಕೇಂದ್ರದಲ್ಲಿ ನಡೆದ ಅಂತರ ಕಾಲೇಜು ಕ್ರೀಡಾಕೂಟದ ಬಹುಮಾನ ವಿತರಣಾ ಸಮಾರಂಭದಲ್ಲಿ ಮಾತನಾಡಿದ ಅವರು, ಕ್ರೀಡೆಯಲ್ಲಿ ಸೋಲು ಗೆಲುವು ಸಹಜ. ಸ್ಪರ್ಧಾ ಮನೋಭಾವ ಬೆಳೆಸಿಕೊಳ್ಳಬೇಕು. ಶಿಸ್ತು ಹಾಗೂ ಪರಿಶ್ರಮದಿಂದ ಯಶಸ್ಸು ಸಾಧ್ಯ ಎಂದರು. ವಿಜೇತ ತಂಡಗಳಿಗೆ ಟ್ರೋಫಿ ವಿತರಿಸಲಾಯಿತು. ಕುಲಪತಿಗಳು, ಪ್ರಾಧ್ಯಾಪಕರು, ಕ್ರೀಡಾ ನಿರ್ದೇಶಕರು, ವಿದ್ಯಾರ್ಥಿಗಳು ಉಪಸ್ಥಿತರಿದ್ದರು. ಕಾರ್ಯಕ್ರಮದಲ್ಲಿ ಸಾಂಸ್ಕೃತಿಕ ಕಾರ್ಯಕ್ರಮಗಳು ನಡೆದವು. ವಿದ್ಯಾರ್ಥಿಗಳು ಸಂಗೀತ ಹಾಗೂ ನೃತ್ಯ ಪ್ರದರ್ಶನ ನೀಡಿದರು. ಸಂಘಟಕರು ಸ್ವಾಗತಿಸಿದರು. ಪ್ರಾಧ್ಯಾಪಕರು ವಂದಿಸಿದರು. [30, 1188, 100, 1428]
quote-box-2 [514, 462, 656, 572]
issue-city: ಹುಬ್ಬಳ್ಳಿ [840, 72, 860, 81]
kirusuddi-title-b: ಸುದ್ದಿ [118, 103, 145, 123]
kiru-item-body: ಬನವಾಸಿ: ಇಲ್ಲಿನ ಶ್ರೀ ಮಧುಕೇಶ್ವರ ದೇವಸ್ಥಾನದಲ್ಲಿ ಶ್ರದ್ಧಾ ಭಕ್ತಿಯಿಂದ ಅಪ್ಪ ಸೇವೆ ನೆರವೇರಿತು. ನೂರಾರು ಭಕ್ತರು ಪಾಲ್ಗೊಂಡು ದೇವರ ದರ್ಶನ ಪಡೆದರು. ದೇವಸ್ಥಾನದ ಅರ್ಚಕರ ನೇತೃತ್ವದಲ್ಲಿ ವಿಶೇಷ ಪೂಜೆ, ಅಭಿಷೇಕ ಹಾಗೂ ಮಹಾಮಂಗಳಾರತಿ ನಡೆಯಿತು. ಬಳಿಕ ಅನ್ನಸಂತರ್ಪಣೆ ನಡೆಯಿತು. ಸ್ಥಳೀಯ ಸಮಿತಿಯ ಪದಾಧಿಕಾರಿಗಳು ಉಪಸ್ಥಿತರಿದ್ದರು. [30, 757, 192, 803]
quote-box-1 [364, 462, 509, 592]
